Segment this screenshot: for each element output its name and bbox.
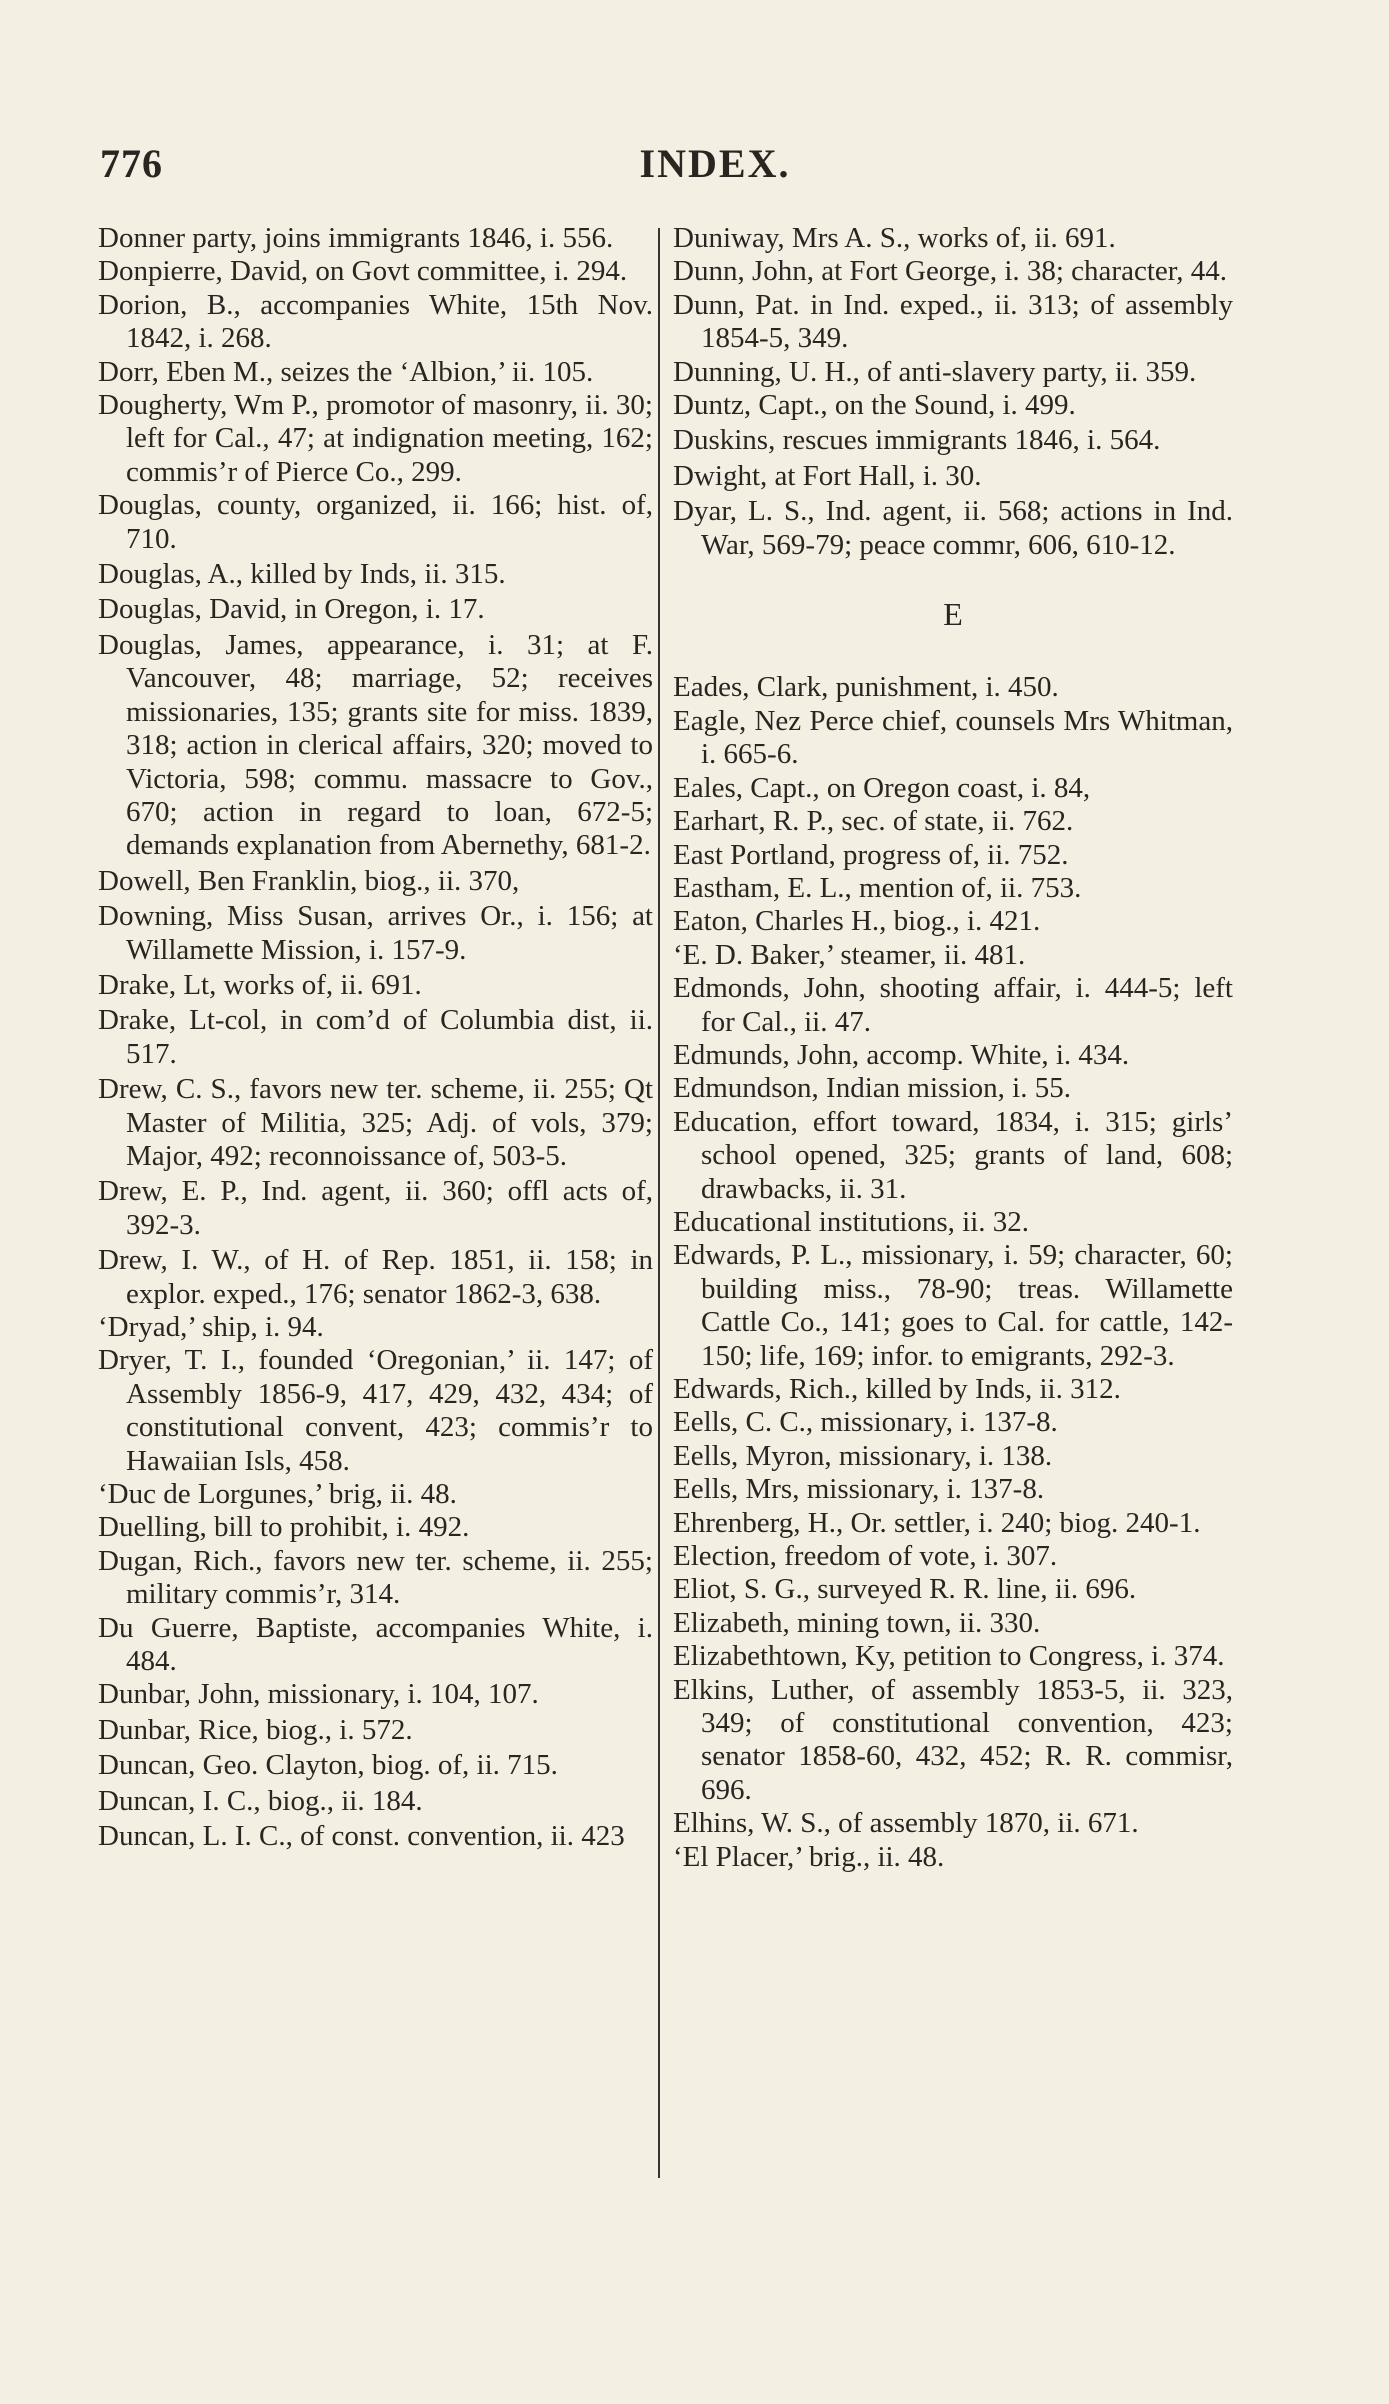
column-divider xyxy=(658,228,660,2178)
index-entry: Dunning, U. H., of anti-slavery party, ii. 359. xyxy=(673,355,1197,388)
index-entry: Dorion, B., accompanies White, 15th Nov. 1842, i. 268. xyxy=(98,288,653,355)
section-letter: E xyxy=(943,596,963,633)
index-entry: Dunn, John, at Fort George, i. 38; character, 44. xyxy=(673,255,1228,288)
index-entry: Duskins, rescues immigrants 1846, i. 564. xyxy=(673,424,1161,457)
index-entry: Educational institutions, ii. 32. xyxy=(673,1205,1030,1238)
index-entry: Dorr, Eben M., seizes the ‘Albion,’ ii. 105. xyxy=(98,355,594,388)
index-entry: Eliot, S. G., surveyed R. R. line, ii. 696. xyxy=(673,1573,1137,1606)
index-entry: Donner party, joins immigrants 1846, i. 556. xyxy=(98,222,614,254)
index-entry: Education, effort toward, 1834, i. 315; girls’ school opened, 325; grants of land, 608; drawbacks, ii. 31. xyxy=(673,1105,1233,1205)
index-entry: Douglas, David, in Oregon, i. 17. xyxy=(98,593,485,626)
page-number: 776 xyxy=(100,141,163,186)
right-column-top-entries xyxy=(673,222,1233,562)
index-entry: Duniway, Mrs A. S., works of, ii. 691. xyxy=(673,222,1116,254)
index-entry: Eells, Myron, missionary, i. 138. xyxy=(673,1439,1053,1472)
index-entry: Edmonds, John, shooting affair, i. 444-5; left for Cal., ii. 47. xyxy=(673,972,1233,1038)
index-entry: Drake, Lt-col, in com’d of Columbia dist, ii. 517. xyxy=(98,1004,653,1070)
index-entry: Dunn, Pat. in Ind. exped., ii. 313; of assembly 1854-5, 349. xyxy=(673,288,1233,355)
index-entry: Eagle, Nez Perce chief, counsels Mrs Whitman, i. 665-6. xyxy=(673,704,1233,771)
index-entry: Dunbar, Rice, biog., i. 572. xyxy=(98,1713,413,1746)
index-entry: Douglas, James, appearance, i. 31; at F. Vancouver, 48; marriage, 52; receives missionaries, 135; grants site for miss. 1839, 318; action in clerical affairs, 320; moved to Victoria, 598; commu. massacre to Gov., 670; action in regard to loan, 672-5; demands explanation from Abernethy, 681-2. xyxy=(98,628,653,862)
index-entry: Drake, Lt, works of, ii. 691. xyxy=(98,968,422,1001)
index-entry: Duelling, bill to prohibit, i. 492. xyxy=(98,1511,470,1544)
index-entry: Duncan, Geo. Clayton, biog. of, ii. 715. xyxy=(98,1749,558,1782)
running-head: INDEX. xyxy=(639,141,791,186)
index-entry: Edmunds, John, accomp. White, i. 434. xyxy=(673,1038,1130,1071)
index-entry: Election, freedom of vote, i. 307. xyxy=(673,1540,1058,1573)
index-entry: Eastham, E. L., mention of, ii. 753. xyxy=(673,871,1082,904)
index-entry: Eaton, Charles H., biog., i. 421. xyxy=(673,905,1041,938)
right-column-bottom-entries xyxy=(673,671,1233,1874)
index-entry: Dwight, at Fort Hall, i. 30. xyxy=(673,459,982,492)
index-entry: Douglas, A., killed by Inds, ii. 315. xyxy=(98,558,506,591)
index-entry: ‘Dryad,’ ship, i. 94. xyxy=(98,1311,324,1343)
index-entry: Eales, Capt., on Oregon coast, i. 84, xyxy=(673,771,1091,804)
index-entry: Drew, I. W., of H. of Rep. 1851, ii. 158; in explor. exped., 176; senator 1862-3, 638. xyxy=(98,1244,653,1310)
index-entry: Ehrenberg, H., Or. settler, i. 240; biog. 240-1. xyxy=(673,1506,1201,1539)
index-entry: Elkins, Luther, of assembly 1853-5, ii. 323, 349; of constitutional convention, 423; senator 1858-60, 432, 452; R. R. commisr, 696. xyxy=(673,1673,1233,1806)
index-entry: Duncan, L. I. C., of const. convention, ii. 423 xyxy=(98,1820,625,1853)
index-entry: Earhart, R. P., sec. of state, ii. 762. xyxy=(673,805,1074,838)
right-column xyxy=(673,222,1233,1874)
index-entry: Edwards, Rich., killed by Inds, ii. 312. xyxy=(673,1373,1121,1405)
index-entry: Drew, C. S., favors new ter. scheme, ii. 255; Qt Master of Militia, 325; Adj. of vols, 379; Major, 492; reconnoissance of, 503-5. xyxy=(98,1073,653,1172)
index-entry: ‘Duc de Lorgunes,’ brig, ii. 48. xyxy=(98,1478,457,1511)
index-entry: Eells, Mrs, missionary, i. 137-8. xyxy=(673,1473,1045,1506)
index-entry: Eells, C. C., missionary, i. 137-8. xyxy=(673,1406,1058,1439)
index-entry: Dougherty, Wm P., promotor of masonry, ii. 30; left for Cal., 47; at indignation meeting, 162; commis’r of Pierce Co., 299. xyxy=(98,389,653,488)
index-entry: Dugan, Rich., favors new ter. scheme, ii. 255; military commis’r, 314. xyxy=(98,1544,653,1611)
index-entry: Edwards, P. L., missionary, i. 59; character, 60; building miss., 78-90; treas. Willamette Cattle Co., 141; goes to Cal. for cattle, 142-150; life, 169; infor. to emigrants, 292-3. xyxy=(673,1239,1233,1372)
index-entry: Elizabethtown, Ky, petition to Congress, i. 374. xyxy=(673,1640,1225,1673)
index-entry: Duncan, I. C., biog., ii. 184. xyxy=(98,1784,423,1817)
index-entry: Dryer, T. I., founded ‘Oregonian,’ ii. 147; of Assembly 1856-9, 417, 429, 432, 434; of constitutional convent, 423; commis’r to Hawaiian Isls, 458. xyxy=(98,1344,653,1477)
index-entry: Elizabeth, mining town, ii. 330. xyxy=(673,1606,1041,1639)
index-entry: Dowell, Ben Franklin, biog., ii. 370, xyxy=(98,864,520,897)
index-entry: Donpierre, David, on Govt committee, i. 294. xyxy=(98,255,628,288)
index-entry: Dunbar, John, missionary, i. 104, 107. xyxy=(98,1678,539,1711)
index-entry: Eades, Clark, punishment, i. 450. xyxy=(673,671,1059,704)
index-entry: ‘El Placer,’ brig., ii. 48. xyxy=(673,1840,945,1873)
page-header xyxy=(100,140,1270,190)
left-column xyxy=(98,222,653,1854)
index-entry: Edmundson, Indian mission, i. 55. xyxy=(673,1072,1071,1105)
index-entry: Douglas, county, organized, ii. 166; hist. of, 710. xyxy=(98,489,653,555)
index-entry: Du Guerre, Baptiste, accompanies White, i. 484. xyxy=(98,1611,653,1678)
index-entry: East Portland, progress of, ii. 752. xyxy=(673,838,1069,871)
index-entry: Elhins, W. S., of assembly 1870, ii. 671. xyxy=(673,1807,1139,1840)
index-entry: Drew, E. P., Ind. agent, ii. 360; offl acts of, 392-3. xyxy=(98,1175,653,1241)
index-entry: Dyar, L. S., Ind. agent, ii. 568; actions in Ind. War, 569-79; peace commr, 606, 610-12. xyxy=(673,495,1233,561)
index-entry: Duntz, Capt., on the Sound, i. 499. xyxy=(673,389,1076,422)
index-entry: Downing, Miss Susan, arrives Or., i. 156; at Willamette Mission, i. 157-9. xyxy=(98,900,653,966)
index-entry: ‘E. D. Baker,’ steamer, ii. 481. xyxy=(673,938,1026,971)
